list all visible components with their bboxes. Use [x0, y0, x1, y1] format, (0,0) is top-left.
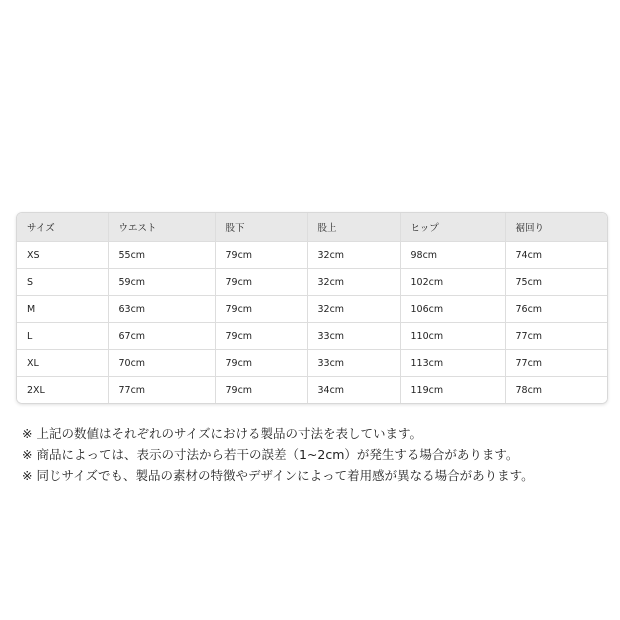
note-measurement-tolerance: ※ 商品によっては、表示の寸法から若干の誤差（1~2cm）が発生する場合があります。 [22, 447, 519, 462]
table-row [17, 377, 607, 404]
cell-inseam: 79cm [215, 377, 307, 404]
note-fit-variation: ※ 同じサイズでも、製品の素材の特徴やデザインによって着用感が異なる場合があります。 [22, 468, 534, 483]
cell-hip: 110cm [400, 323, 505, 350]
cell-hip: 119cm [400, 377, 505, 404]
cell-size: XS [17, 242, 108, 269]
cell-rise: 32cm [307, 296, 400, 323]
table-row [17, 269, 607, 296]
table-row [17, 323, 607, 350]
table-header-row [17, 213, 607, 242]
header-size: サイズ [17, 213, 108, 242]
cell-inseam: 79cm [215, 323, 307, 350]
cell-rise: 32cm [307, 242, 400, 269]
cell-hip: 113cm [400, 350, 505, 377]
table-row [17, 296, 607, 323]
cell-hem-width: 76cm [505, 296, 607, 323]
cell-rise: 33cm [307, 323, 400, 350]
cell-hip: 102cm [400, 269, 505, 296]
cell-size: S [17, 269, 108, 296]
cell-hem-width: 74cm [505, 242, 607, 269]
table-row [17, 350, 607, 377]
size-table-container [16, 212, 608, 404]
cell-hip: 98cm [400, 242, 505, 269]
size-table [17, 213, 607, 403]
cell-rise: 34cm [307, 377, 400, 404]
header-rise: 股上 [307, 213, 400, 242]
cell-inseam: 79cm [215, 269, 307, 296]
header-hem-width: 裾回り [505, 213, 607, 242]
header-inseam: 股下 [215, 213, 307, 242]
cell-rise: 32cm [307, 269, 400, 296]
cell-waist: 67cm [108, 323, 215, 350]
cell-waist: 59cm [108, 269, 215, 296]
cell-hem-width: 77cm [505, 350, 607, 377]
cell-rise: 33cm [307, 350, 400, 377]
cell-waist: 63cm [108, 296, 215, 323]
cell-size: 2XL [17, 377, 108, 404]
cell-waist: 70cm [108, 350, 215, 377]
cell-inseam: 79cm [215, 242, 307, 269]
cell-size: XL [17, 350, 108, 377]
table-row [17, 242, 607, 269]
header-waist: ウエスト [108, 213, 215, 242]
cell-hem-width: 78cm [505, 377, 607, 404]
cell-inseam: 79cm [215, 350, 307, 377]
header-hip: ヒップ [400, 213, 505, 242]
cell-size: L [17, 323, 108, 350]
cell-hem-width: 77cm [505, 323, 607, 350]
cell-hem-width: 75cm [505, 269, 607, 296]
size-notes [22, 423, 614, 486]
cell-size: M [17, 296, 108, 323]
cell-inseam: 79cm [215, 296, 307, 323]
note-measurement-definition: ※ 上記の数値はそれぞれのサイズにおける製品の寸法を表しています。 [22, 426, 422, 441]
cell-hip: 106cm [400, 296, 505, 323]
cell-waist: 77cm [108, 377, 215, 404]
cell-waist: 55cm [108, 242, 215, 269]
